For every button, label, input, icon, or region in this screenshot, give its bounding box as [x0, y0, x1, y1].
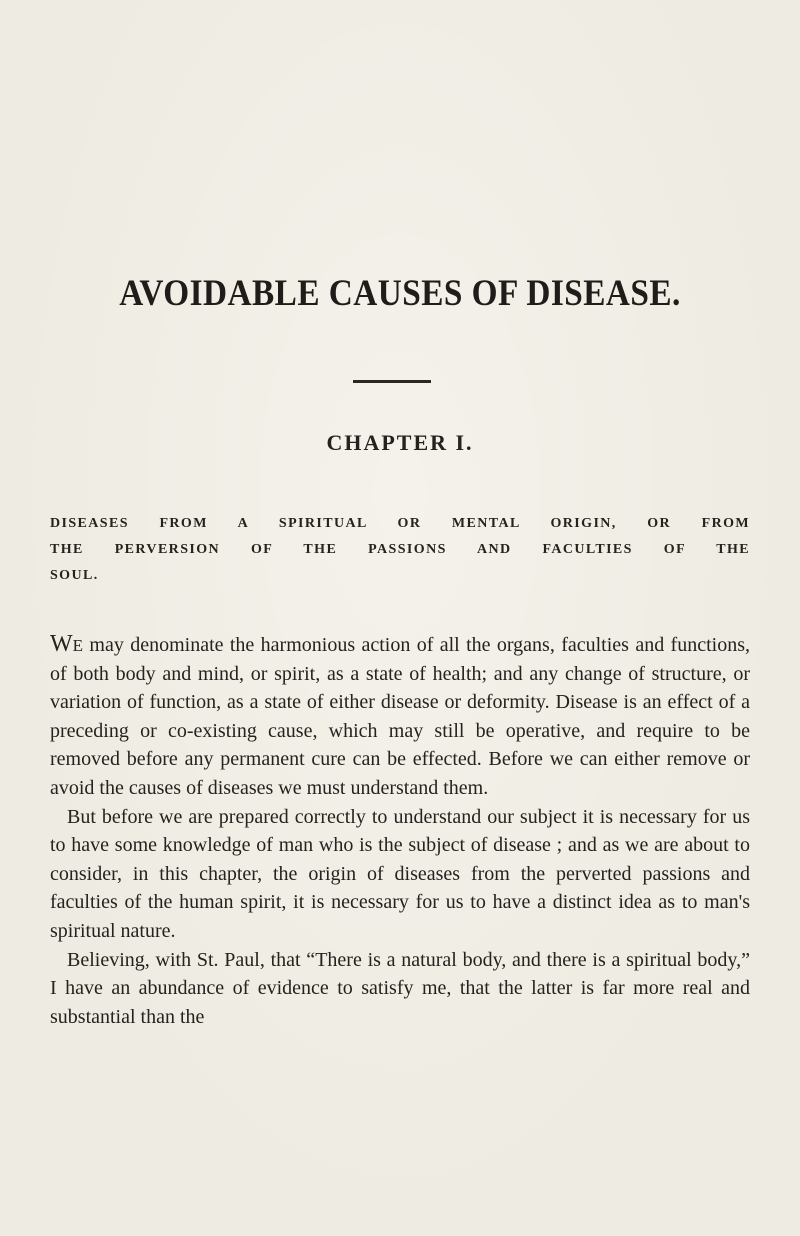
subtitle-line: SOUL.: [50, 568, 99, 583]
paragraph: [50, 803, 750, 946]
paragraph-text: Believing, with St. Paul, that “There is a natural body, and there is a spiritual body,” I have an abundance of evidence to satisfy me, that the latter is far more real and substantial than the: [50, 948, 750, 1028]
subtitle-line: DISEASES FROM A SPIRITUAL OR MENTAL ORIGIN, OR FROM: [50, 516, 750, 531]
chapter-heading: CHAPTER I.: [326, 430, 474, 455]
paragraph-text: may denominate the harmonious action of all the organs, faculties and functions, of both body and mind, or spirit, as a state of health; and any change of structure, or variation of function, as a state of either disease or deformity. Disease is an effect of a preceding or co-existing cause, which may still be operative, and require to be removed before any permanent cure can be effected. Before we can either remove or avoid the causes of diseases we must understand them.: [50, 634, 750, 799]
body-text: [50, 630, 750, 1031]
chapter-subtitle: [50, 511, 750, 589]
book-title: AVOIDABLE CAUSES OF DISEASE.: [119, 273, 681, 314]
paragraph-lead-word: We: [50, 631, 84, 657]
paragraph: [50, 946, 750, 1032]
paragraph-text: But before we are prepared correctly to understand our subject it is necessary for us to have some knowledge of man who is the subject of disease ; and as we are about to consider, in this chapter, the origin of diseases from the perverted passions and faculties of the human spirit, it is necessary for us to have a distinct idea as to man's spiritual nature.: [50, 805, 750, 942]
paragraph: [50, 630, 750, 803]
title-divider: [353, 380, 431, 383]
subtitle-line: THE PERVERSION OF THE PASSIONS AND FACULTIES OF THE: [50, 542, 750, 557]
